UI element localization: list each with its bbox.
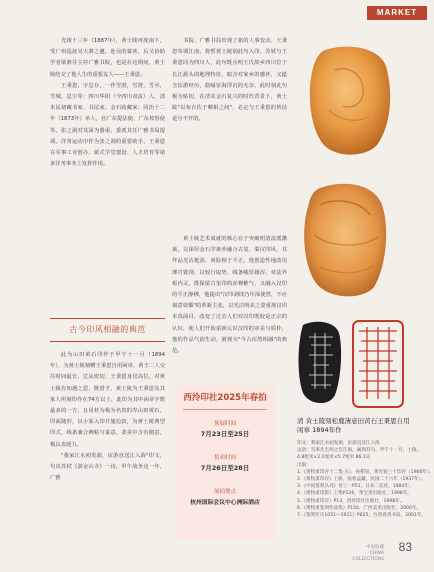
article-middle-column-bottom: [172, 234, 287, 357]
caption-line: 6.《黄牧甫篆刻作品集》P150，广西美术出版社，2000年。: [297, 505, 422, 511]
caption-line: 7.《篆刻年历1051—1911》P825，台湾真善书局，2001年。: [297, 513, 427, 519]
auction-title: 西泠印社2025年春拍: [183, 393, 267, 403]
tianhuang-seal-image: [295, 40, 407, 160]
paragraph: 此为山田黄石印作于甲午十一月（1894年），为黄士陵刻赠王秉恩自用闲章，黄王二人交往时间最长，过从密切，王秉恩身居高位，对黄士陵有知遇之恩，既惜才，黄士陵为王秉恩及其家人所刻印作在74方以上，此印为其中闲章字数最多的一方，且用材为极为名贵的寿山田黄石，印面随形，以小篆入印并施边款，为黄士陵典型印式，线条兼合碑帖与篆意，柔美中含有刚意，极具表现力。: [50, 352, 165, 448]
paragraph: 光绪十三年（1887年），黄士陵再度南下，受广州巡抚吴大澂之邀，赴吴的幕客，后又协助学者梁鼎芬主持广雅书院，也是在这期间，黄士陵结交了他人生的重要友人——王秉恩。: [50, 38, 165, 78]
section-heading-text: 古今印风相融的典范: [69, 325, 146, 334]
caption-line: 3.《中国篆刻丛刊》卷三一P51，日本二玄社，1984年。: [297, 484, 414, 490]
seal-photo-side: [290, 175, 405, 305]
sale-date: 7月26日至28日: [200, 464, 250, 472]
venue-label: 展拍地点: [213, 489, 236, 495]
paragraph: 书院、广雅书局出现了新的人事变动，王秉恩奉调江南，将暂黄士陵别此句入印，苏轼与王秉恩同为四川人，此句既点明王氏故乡四川位于长江源头的地理特征，暗含对家乡的感怀，又蕴含宦游经历，隐喻宦海浮沉的无奈，此时刻此句极为贴切，在清末金石复兴的时代背景下，黄士陵"以布衣佐于卿相之间"，必定与王秉恩的帮扶是分不开的。: [172, 38, 287, 123]
caption-line: 印文：我家江水初发源，宦游直送江入海: [297, 441, 380, 446]
paragraph: 王秉恩，字息存，一作雪澄，雪澄，雪丞，雪城，息尘等；四川华阳（今四川双流）人，清末民初藏书家、书法家、金石收藏家；同治十二年（1873年）举人，官广东提法使、广东按察使等。张之洞对其深为器重，委派其任广雅书局提调。洋务运动中作为张之洞的重要助手，王秉恩在军事工业创办、新式学堂建设、人才培育等诸多洋务事务上发挥作用。: [50, 82, 165, 168]
caption-line: 出版：: [297, 462, 311, 468]
heading-rule-top: [50, 318, 165, 319]
divider: [183, 409, 267, 410]
section-heading: [50, 318, 165, 342]
caption-title: 清 黄士陵刻松鹿薄意田黄石王秉恩自用闲章 1894年作: [297, 417, 410, 434]
heading-rule-bottom: [50, 341, 165, 342]
sale-label: 拍卖时间: [213, 455, 236, 461]
caption-body: [297, 440, 434, 519]
magazine-footer: [344, 545, 384, 563]
caption-line: 5.《黄牧甫印存》P13，西泠印社出版社，1998年。: [297, 498, 405, 504]
article-left-column-top: [50, 36, 165, 170]
caption-line: 4.8厘米×2.2厘米×5.7厘米 86.1克: [297, 455, 371, 461]
page-number: 83: [398, 540, 412, 554]
preview-label: 预展时间: [213, 421, 236, 427]
paragraph: 黄士陵艺术成就的核心在于突破明清流派藩篱，以深厚金石学素养融合古玺、秦汉印风，其作品光洁挺劲、爽险相于平正，他创造性地改用薄刃铣削，以较行取势，线条峻厚雄浑，章法外板内灵，既保留古玺印的浑穆稚气，又融入汉印的平正静穆，他提出"汉印剥蚀乃年深使然，不应刻意效颦"的革新主张，以光洁明美之姿重现汉印本真面目，改变了过去人们对汉印既较是正宗的认识，使人们开始重新认识汉印的审美与质朴，他的作品气韵生动，被视为"今古浑然相融"的典范。: [172, 236, 287, 355]
article-left-column-bottom: [50, 350, 165, 484]
auction-info-box: [175, 385, 275, 540]
seal-impressions: [295, 315, 410, 410]
tianhuang-seal-side-image: [290, 175, 405, 305]
caption-line: 4.《黄牧甫印影》上集P126，黄宝善出版社，1996年。: [297, 491, 412, 497]
caption-line: 2.《黄牧甫印存》上册，张鲁盒藏，民国二十六年（1937年）。: [297, 477, 426, 483]
venue: 杭州国际会议中心洲际酒店: [190, 500, 260, 506]
article-middle-column-top: [172, 36, 287, 126]
caption-line: 边款：雪率先生两之官江海，属刻苏句。甲午十一月，士陵。: [297, 448, 422, 454]
caption-line: 1.《黄牧甫印存十二集·五》，孙稻泉，黄先锐三十印存（1906年）。: [297, 469, 434, 475]
preview-date: 7月23日至25日: [200, 430, 250, 438]
seal-rubbing-image: [295, 315, 410, 410]
magazine-name-cn: 中国收藏: [366, 545, 384, 550]
magazine-name-en: CHINA COLLECTIONS: [352, 551, 384, 562]
paragraph: "我家江水初发源，宦游直送江入海"印文，句出苏轼《游金山寺》一诗，甲午战争这一年，广雅: [50, 452, 165, 482]
section-tab-market: MARKET: [367, 6, 427, 20]
seal-photo-top: [295, 40, 407, 160]
